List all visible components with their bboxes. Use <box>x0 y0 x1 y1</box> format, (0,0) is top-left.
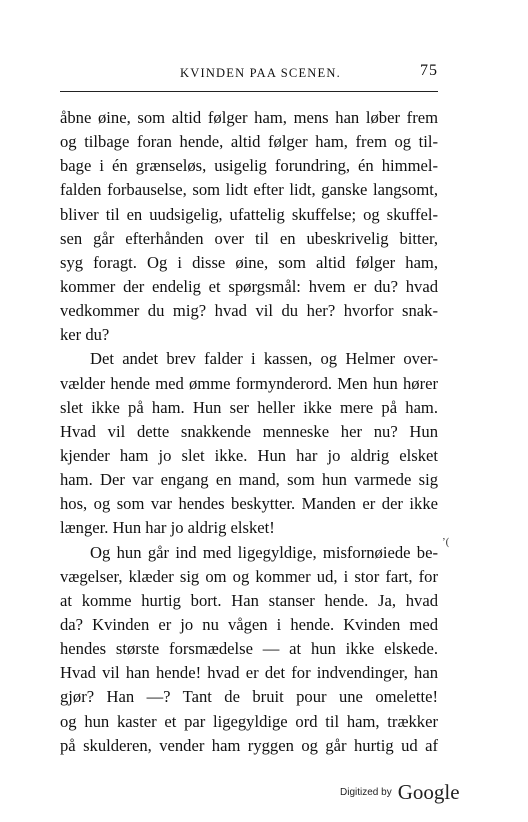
margin-mark: ʼ( <box>442 536 450 548</box>
text-line: bage i én grænseløs, usigelig forundring, én himmel- <box>60 156 438 176</box>
text-line: vedkommer du mig? hvad vil du her? hvorfor snak- <box>60 301 438 321</box>
text-line: kommer der endelig et spørgsmål: hvem er du? hvad <box>60 276 438 296</box>
text-line: på skulderen, vender ham ryggen og går hurtig ud af <box>60 735 438 755</box>
text-line: Hvad vil dette snakkende menneske her nu? Hun <box>60 421 438 441</box>
running-head-title: KVINDEN PAA SCENEN. <box>180 66 341 80</box>
text-line: ker du? <box>60 325 110 345</box>
text-line: gjør? Han —? Tant de bruit pour une omelette! <box>60 687 438 707</box>
running-head <box>60 62 438 86</box>
text-line: hendes største forsmædelse — at hun ikke elskede. <box>60 639 438 659</box>
body-text <box>60 106 438 758</box>
text-line: vælder hende med ømme formynderord. Men hun hører <box>60 373 438 393</box>
text-line: sen går efterhånden over til en ubeskrivelig bitter, <box>60 228 438 248</box>
text-line: og hun kaster et par ligegyldige ord til ham, trækker <box>60 711 438 731</box>
text-line: vægelser, klæder sig om og kommer ud, i stor fart, for <box>60 566 438 586</box>
text-line: ham. Der var engang en mand, som hun varmede sig <box>60 470 438 490</box>
header-rule <box>60 91 438 92</box>
text-line: og tilbage foran hende, altid følger ham, frem og til- <box>60 132 438 152</box>
text-line: bliver til en uudsigelig, ufattelig skuffelse; og skuffel- <box>60 204 438 224</box>
google-logo: Google <box>397 780 460 804</box>
text-line: Hvad vil han hende! hvad er det for indvendinger, han <box>60 663 438 683</box>
text-line: åbne øine, som altid følger ham, mens han løber frem <box>60 108 438 127</box>
text-line: da? Kvinden er jo nu vågen i hende. Kvinden med <box>60 614 438 634</box>
text-line: kjender ham jo slet ikke. Hun har jo aldrig elsket <box>60 445 438 465</box>
text-line: Og hun går ind med ligegyldige, misfornøiede be- <box>90 542 438 562</box>
text-line: hos, og som var hendes beskytter. Manden er der ikke <box>60 494 438 514</box>
page-number: 75 <box>420 62 438 79</box>
text-line: falden forbauselse, som lidt efter lidt, ganske langsomt, <box>60 180 438 200</box>
text-line: længer. Hun har jo aldrig elsket! <box>60 518 275 538</box>
text-line: syg foragt. Og i disse øine, som altid følger ham, <box>60 252 438 272</box>
text-line: slet ikke på ham. Hun ser heller ikke mere på ham. <box>60 397 438 417</box>
digitized-label: Digitized by <box>340 787 392 798</box>
text-line: at komme hurtig bort. Han stanser hende. Ja, hvad <box>60 590 438 610</box>
digitized-watermark <box>340 780 460 805</box>
text-line: Det andet brev falder i kassen, og Helmer over- <box>90 349 438 369</box>
